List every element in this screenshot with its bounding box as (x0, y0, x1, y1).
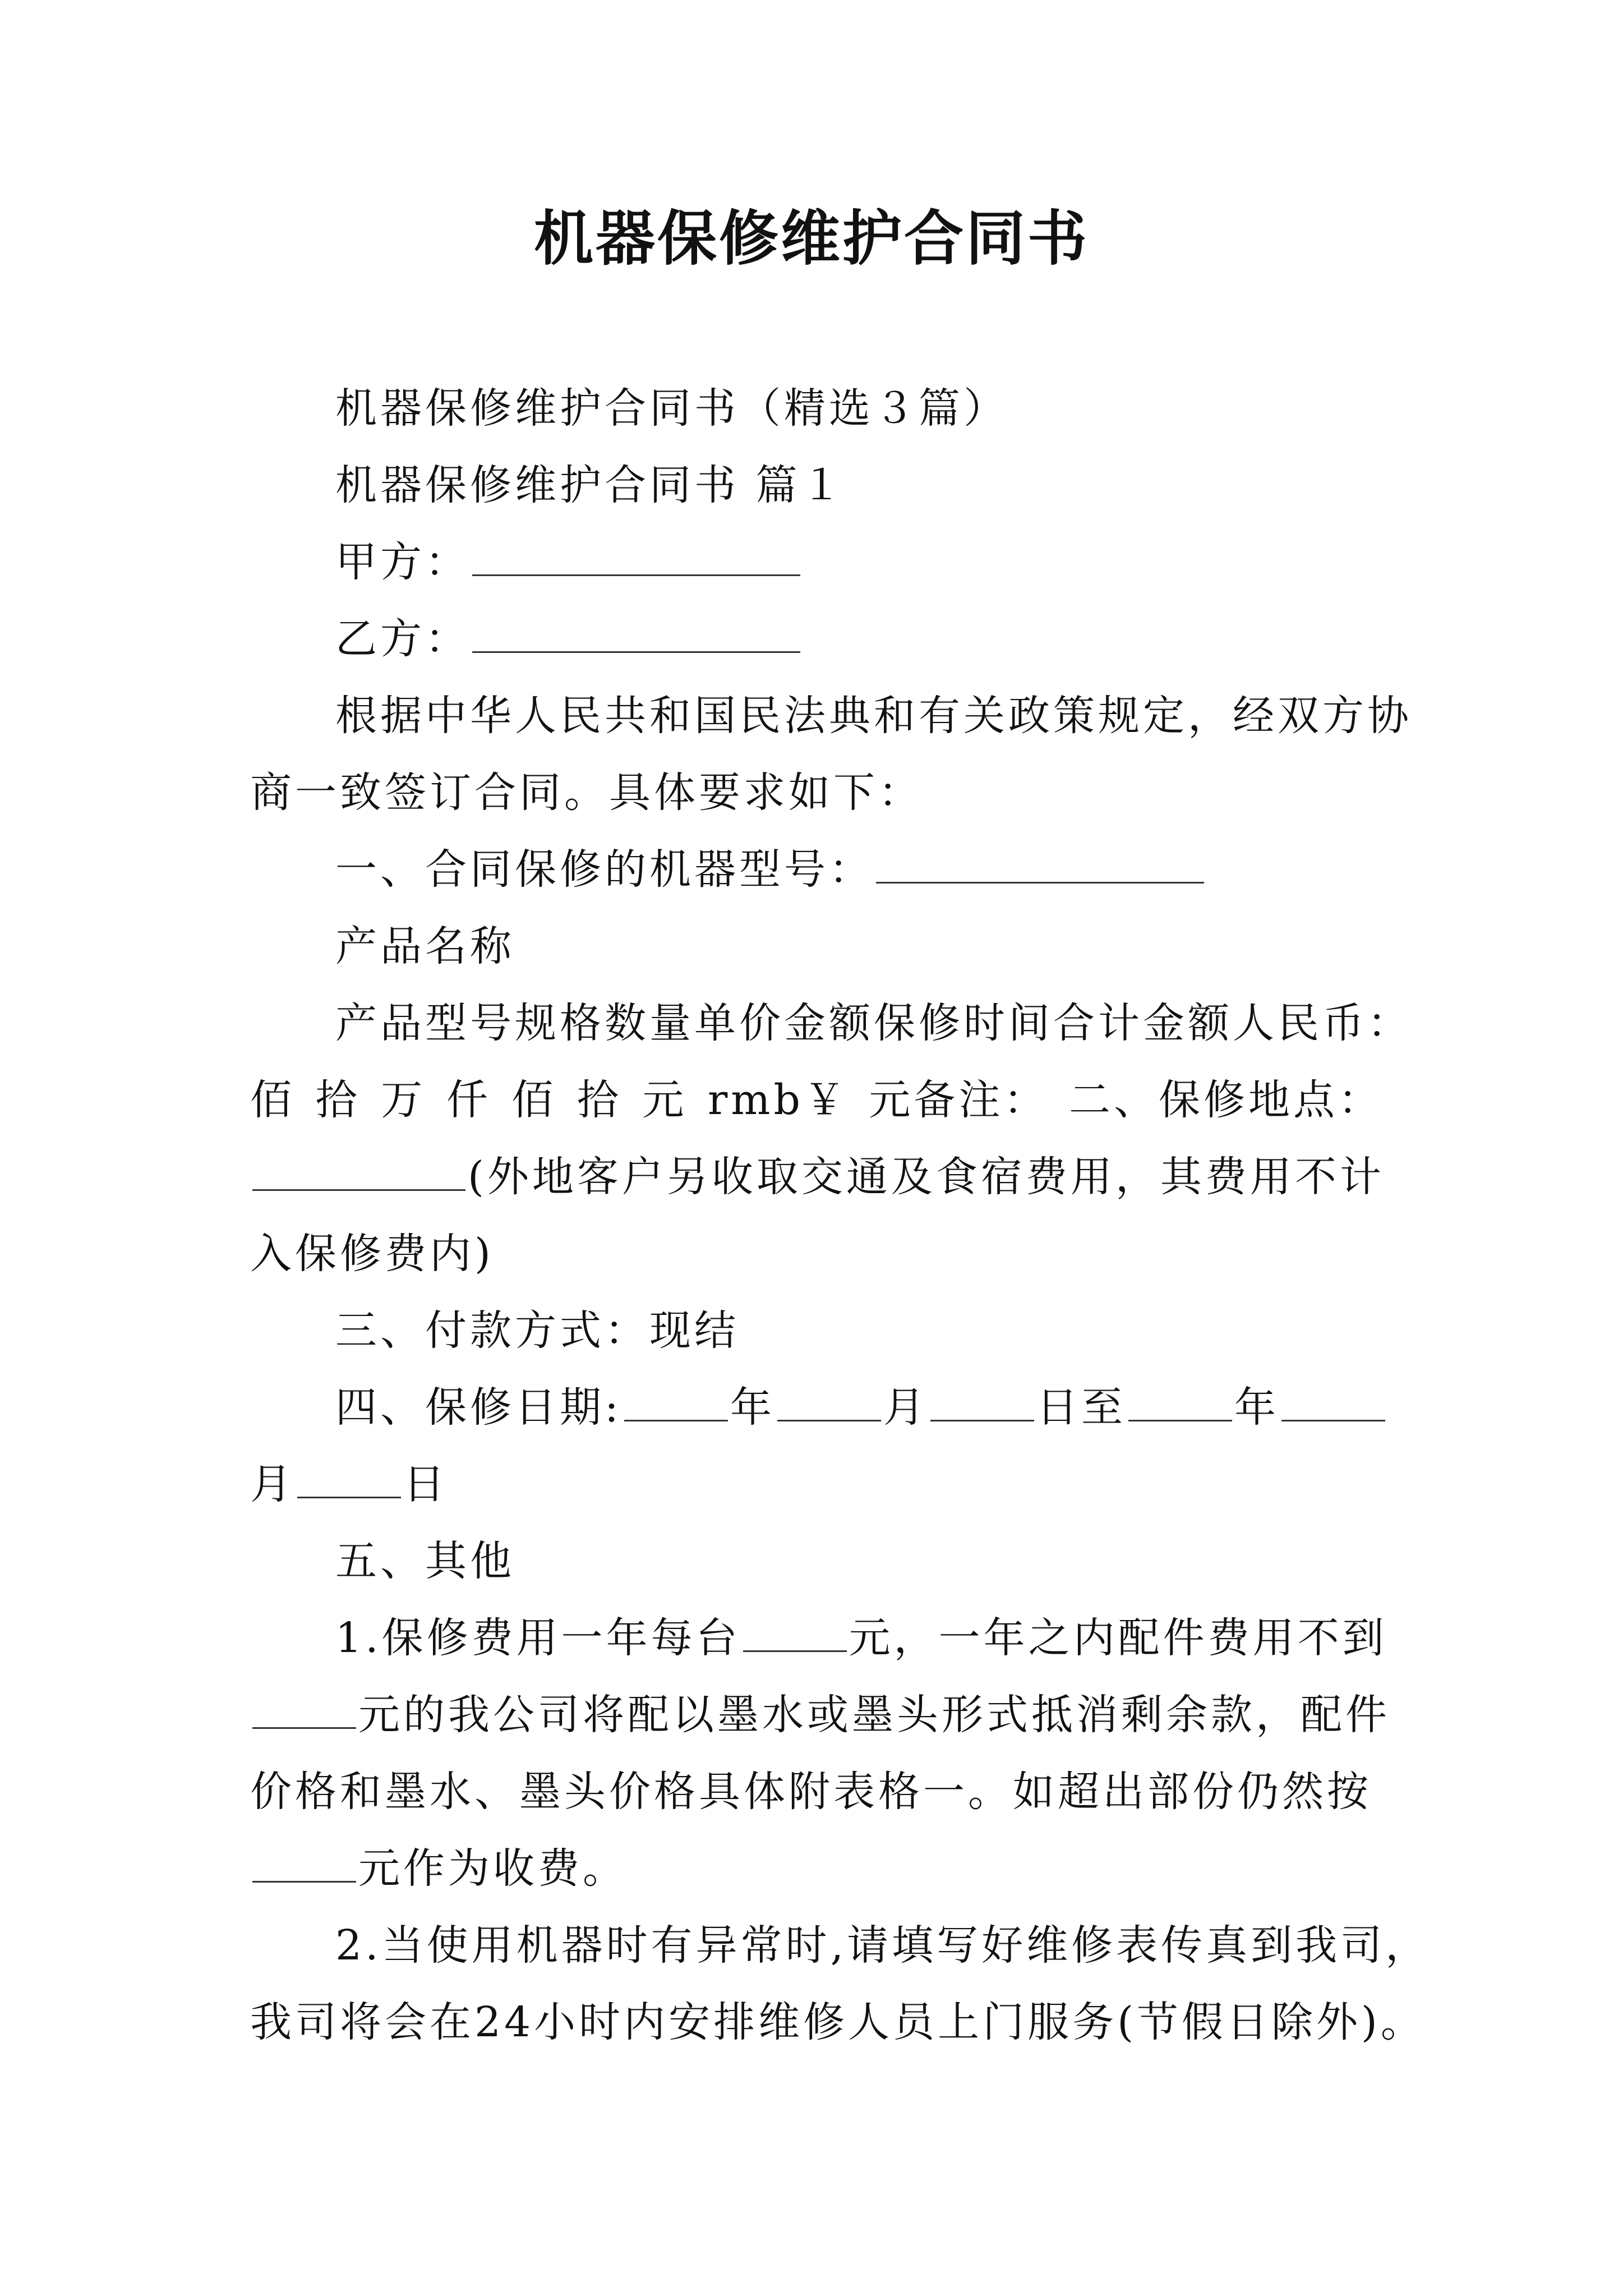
fee-blank (743, 1618, 847, 1652)
subtitle-line: 机器保修维护合同书（精选３篇） (335, 384, 1008, 432)
date-blank (777, 1387, 881, 1421)
paragraph-line: 2.当使用机器时有异常时,请填写好维修表传真到我司， (335, 1921, 1431, 1970)
date-blank (624, 1387, 728, 1421)
paragraph-line: 入保修费内) (250, 1230, 494, 1278)
paragraph-line: 我司将会在24小时内安排维修人员上门服务(节假日除外)。 (250, 1998, 1426, 2046)
amount-word: 二、保修地点： (1068, 1076, 1383, 1124)
paragraph-line: 价格和墨水、墨头价格具体附表格一。如超出部份仍然按 (250, 1768, 1372, 1816)
fee-line (250, 1600, 1387, 1677)
amount-word: 佰 (511, 1076, 557, 1124)
fee-blank (252, 1695, 356, 1729)
party-a-blank (472, 542, 800, 576)
fee-blank (252, 1848, 356, 1883)
year-label: 年 (1234, 1383, 1279, 1432)
month-label: 月 (883, 1383, 928, 1432)
product-name-line: 产品名称 (335, 922, 515, 970)
paragraph-line: 根据中华人民共和国民法典和有关政策规定，经双方协 (335, 692, 1412, 740)
amount-word: 拾 (577, 1076, 622, 1124)
machine-model-blank (876, 849, 1204, 884)
paragraph-line: 商一致签订合同。具体要求如下： (250, 769, 923, 817)
amount-line (250, 1062, 1383, 1139)
machine-model-label: 一、合同保修的机器型号： (335, 845, 874, 894)
section-heading: 五、其他 (335, 1537, 515, 1585)
machine-model-line (250, 831, 1383, 908)
fee-text: 元，一年之内配件费用不到 (849, 1614, 1387, 1662)
date-blank (1128, 1387, 1232, 1421)
amount-word: 万 (381, 1076, 426, 1124)
warranty-date-line-cont (250, 1446, 1383, 1523)
document-title: 机器保修维护合同书 (534, 203, 1089, 273)
amount-word: rmb￥ (707, 1076, 849, 1124)
fee-text: 元的我公司将配以墨水或墨头形式抵消剩余款，配件 (358, 1691, 1390, 1739)
party-a-label: 甲方： (335, 538, 470, 586)
date-blank (297, 1464, 401, 1498)
party-b-label: 乙方： (335, 615, 470, 663)
date-blank (930, 1387, 1034, 1421)
month-label: 月 (250, 1460, 295, 1508)
fee-text: 1.保修费用一年每台 (335, 1614, 741, 1662)
party-b-line (250, 601, 1383, 678)
fee-line-cont (250, 1830, 1383, 1907)
amount-word: 仟 (446, 1076, 491, 1124)
warranty-date-label: 四、保修日期: (335, 1383, 622, 1432)
fee-line-cont (250, 1677, 1390, 1754)
amount-word: 拾 (315, 1076, 361, 1124)
amount-word: 佰 (250, 1076, 295, 1124)
document-body (250, 370, 1431, 2061)
location-note: (外地客户另收取交通及食宿费用，其费用不计 (468, 1153, 1385, 1201)
day-label: 日 (403, 1460, 448, 1508)
amount-word: 元备注： (869, 1076, 1049, 1124)
product-spec-line: 产品型号规格数量单价金额保修时间合计金额人民币： (335, 999, 1412, 1047)
year-label: 年 (730, 1383, 775, 1432)
amount-word: 元 (642, 1076, 688, 1124)
fee-text: 元作为收费。 (358, 1844, 628, 1893)
party-b-blank (472, 619, 800, 653)
location-line (250, 1139, 1383, 1216)
warranty-date-line (250, 1369, 1383, 1446)
section-heading: 机器保修维护合同书 篇１ (335, 461, 846, 509)
payment-line: 三、付款方式：现结 (335, 1306, 739, 1355)
party-a-line (250, 524, 1383, 601)
date-blank (1281, 1387, 1385, 1421)
location-blank (252, 1157, 465, 1191)
day-to-label: 日至 (1036, 1383, 1126, 1432)
